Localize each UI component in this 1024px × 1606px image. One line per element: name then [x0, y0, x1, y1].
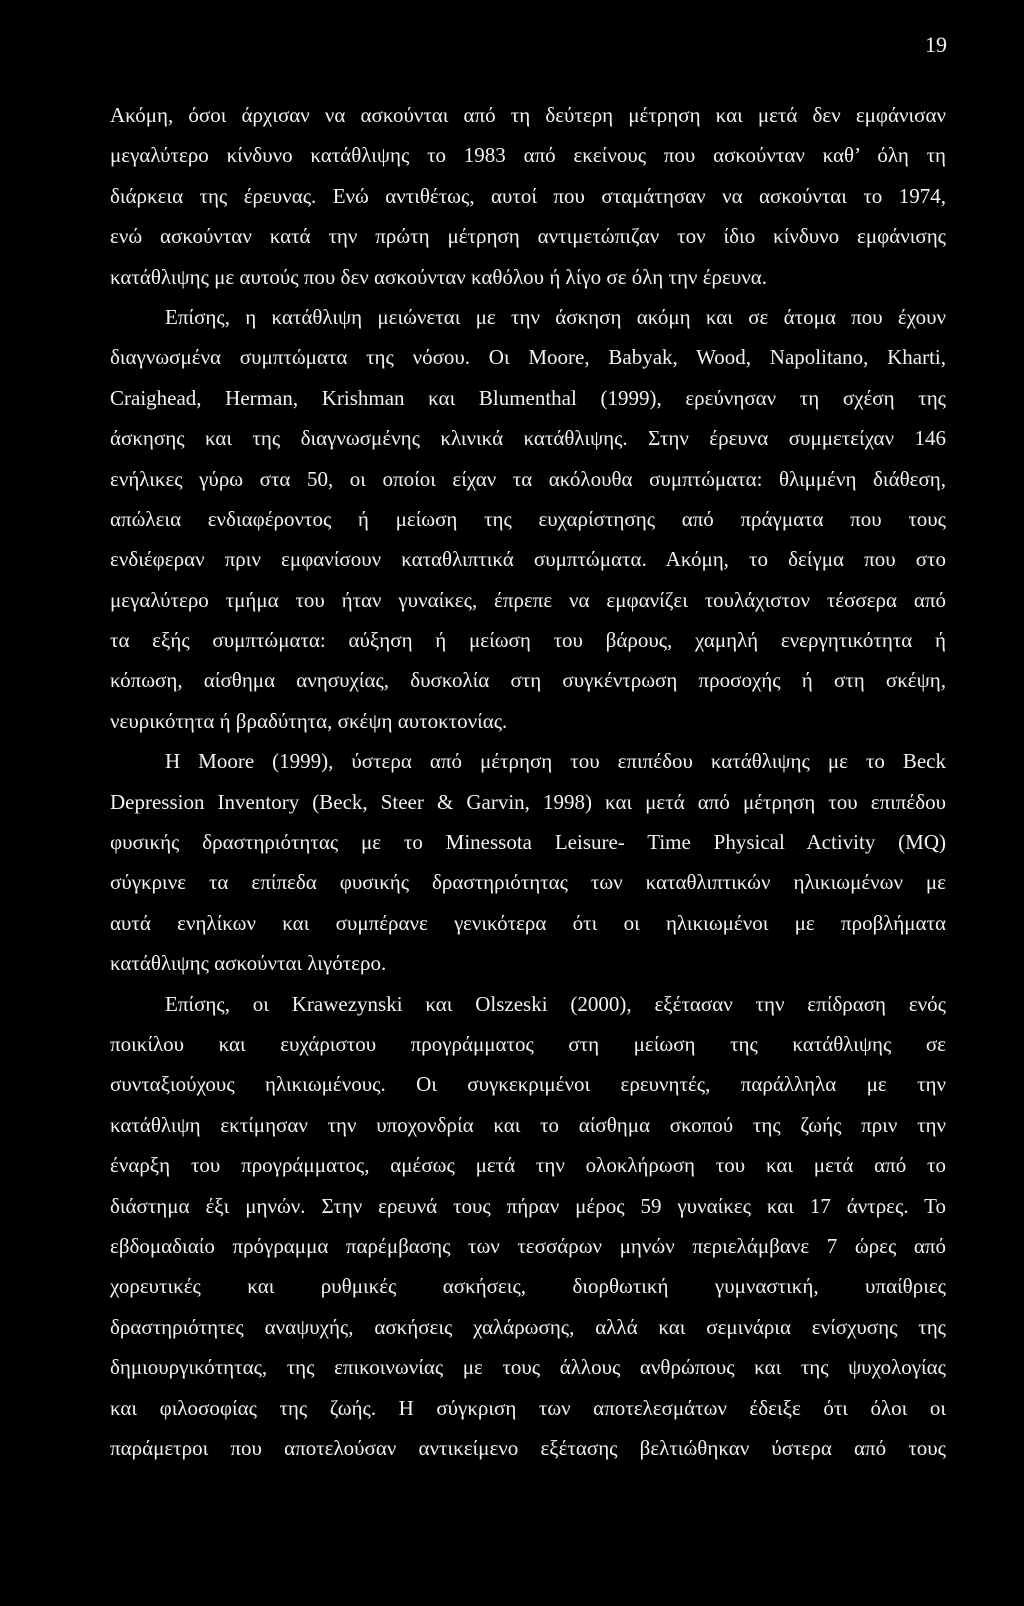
text-line: ποικίλου και ευχάριστου προγράμματος στη μείωση της κατάθλιψης σε — [110, 1031, 946, 1056]
text-line: δημιουργικότητας, της επικοινωνίας με τους άλλους ανθρώπους και της ψυχολογίας — [110, 1355, 946, 1380]
text-line: άσκησης και της διαγνωσμένης κλινικά κατάθλιψης. Στην έρευνα συμμετείχαν 146 — [110, 426, 946, 451]
page-number: 19 — [925, 32, 947, 57]
text-line: δραστηριότητες αναψυχής, ασκήσεις χαλάρωσης, αλλά και σεμινάρια ενίσχυσης της — [110, 1314, 946, 1339]
text-line: αυτά ενηλίκων και συμπέρανε γενικότερα ότι οι ηλικιωμένοι με προβλήματα — [110, 910, 946, 935]
text-line: παράμετροι που αποτελούσαν αντικείμενο εξέτασης βελτιώθηκαν ύστερα από τους — [110, 1435, 946, 1460]
text-line: διάρκεια της έρευνας. Ενώ αντιθέτως, αυτοί που σταμάτησαν να ασκούνται το 1974, — [110, 183, 946, 208]
text-line: κατάθλιψης ασκούνται λιγότερο. — [110, 951, 387, 976]
text-line: ενήλικες γύρω στα 50, οι οποίοι είχαν τα ακόλουθα συμπτώματα: θλιμμένη διάθεση, — [110, 466, 946, 491]
text-line: κατάθλιψης με αυτούς που δεν ασκούνταν καθόλου ή λίγο σε όλη την έρευνα. — [110, 264, 767, 289]
text-line: μεγαλύτερο κίνδυνο κατάθλιψης το 1983 από εκείνους που ασκούνταν καθ’ όλη τη — [110, 143, 946, 168]
text-line: Ακόμη, όσοι άρχισαν να ασκούνται από τη δεύτερη μέτρηση και μετά δεν εμφάνισαν — [110, 103, 946, 127]
text-line: έναρξη του προγράμματος, αμέσως μετά την ολοκλήρωση του και μετά από το — [110, 1153, 946, 1178]
text-line: φυσικής δραστηριότητας με το Minessota Leisure- Time Physical Activity (MQ) — [110, 830, 946, 855]
paragraph-start-line: Επίσης, η κατάθλιψη μειώνεται με την άσκηση ακόμη και σε άτομα που έχουν — [165, 304, 946, 329]
text-line: Craighead, Herman, Krishman και Blumenthal (1999), ερεύνησαν τη σχέση της — [110, 385, 946, 410]
text-line: κατάθλιψη εκτίμησαν την υποχονδρία και το αίσθημα σκοπού της ζωής πριν την — [110, 1112, 946, 1137]
body-text — [110, 95, 946, 1468]
text-line: χορευτικές και ρυθμικές ασκήσεις, διορθωτική γυμναστική, υπαίθριες — [110, 1274, 946, 1299]
text-line: συνταξιούχους ηλικιωμένους. Οι συγκεκριμένοι ερευνητές, παράλληλα με την — [110, 1072, 946, 1097]
text-line: κόπωση, αίσθημα ανησυχίας, δυσκολία στη συγκέντρωση προσοχής ή στη σκέψη, — [110, 668, 946, 693]
text-line: τα εξής συμπτώματα: αύξηση ή μείωση του βάρους, χαμηλή ενεργητικότητα ή — [110, 628, 946, 653]
paragraph-start-line: Η Moore (1999), ύστερα από μέτρηση του επιπέδου κατάθλιψης με το Beck — [165, 749, 946, 774]
paragraph-start-line: Επίσης, οι Krawezynski και Olszeski (2000), εξέτασαν την επίδραση ενός — [165, 991, 946, 1016]
text-line: απώλεια ενδιαφέροντος ή μείωση της ευχαρίστησης από πράγματα που τους — [110, 506, 946, 531]
text-line: νευρικότητα ή βραδύτητα, σκέψη αυτοκτονίας. — [110, 708, 508, 733]
text-line: ενδιέφεραν πριν εμφανίσουν καταθλιπτικά συμπτώματα. Ακόμη, το δείγμα που στο — [110, 547, 946, 572]
text-line: και φιλοσοφίας της ζωής. Η σύγκριση των αποτελεσμάτων έδειξε ότι όλοι οι — [110, 1395, 946, 1420]
text-line: σύγκρινε τα επίπεδα φυσικής δραστηριότητας των καταθλιπτικών ηλικιωμένων με — [110, 870, 946, 895]
text-line: ενώ ασκούνταν κατά την πρώτη μέτρηση αντιμετώπιζαν τον ίδιο κίνδυνο εμφάνισης — [110, 224, 946, 249]
text-line: Depression Inventory (Beck, Steer & Garvin, 1998) και μετά από μέτρηση του επιπέδου — [110, 789, 946, 814]
text-line: διάστημα έξι μηνών. Στην ερευνά τους πήραν μέρος 59 γυναίκες και 17 άντρες. Το — [110, 1193, 946, 1218]
text-line: μεγαλύτερο τμήμα του ήταν γυναίκες, έπρεπε να εμφανίζει τουλάχιστον τέσσερα από — [110, 587, 946, 612]
text-line: εβδομαδιαίο πρόγραμμα παρέμβασης των τεσσάρων μηνών περιελάμβανε 7 ώρες από — [110, 1233, 946, 1258]
text-line: διαγνωσμένα συμπτώματα της νόσου. Οι Moore, Babyak, Wood, Napolitano, Kharti, — [110, 345, 946, 370]
